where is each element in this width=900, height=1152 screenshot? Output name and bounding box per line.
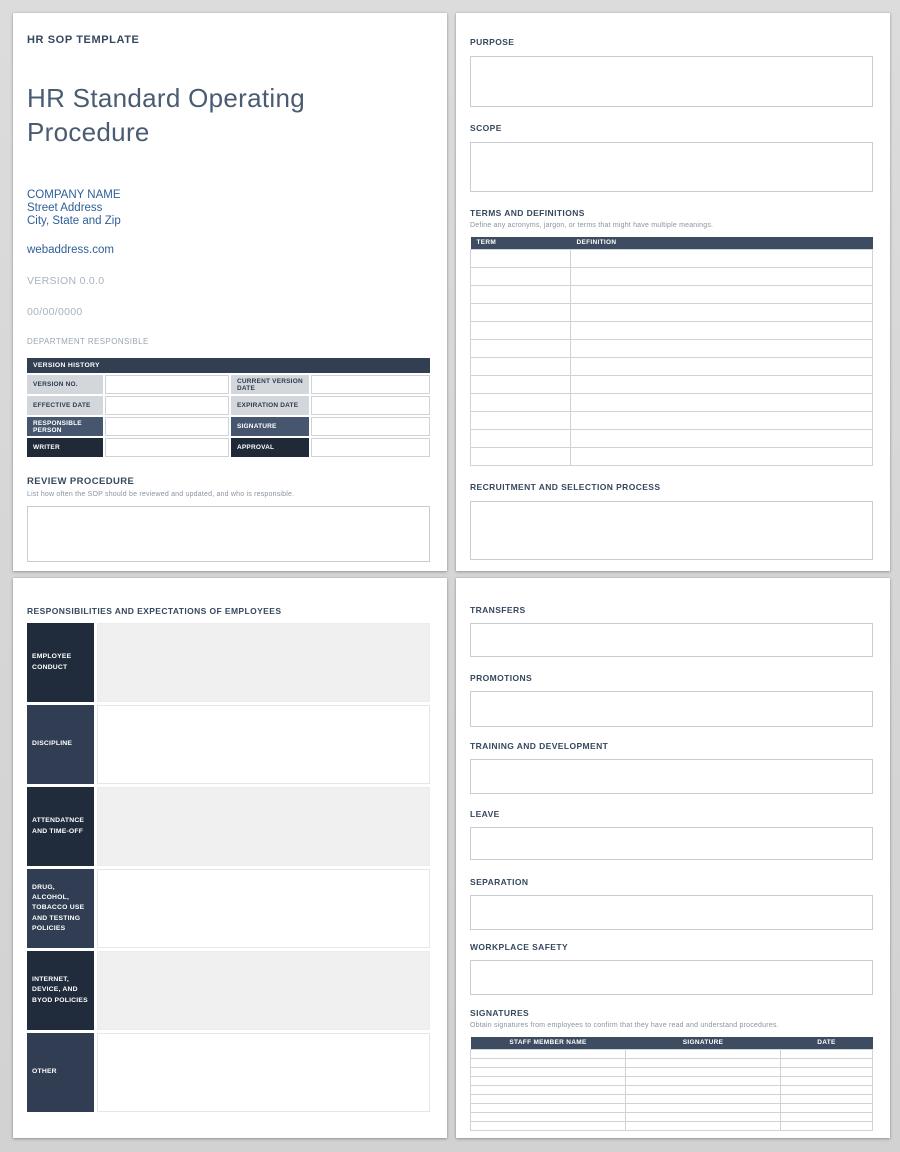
- empty-cell[interactable]: [471, 249, 571, 267]
- transfers-input-box[interactable]: [470, 623, 873, 657]
- training-input-box[interactable]: [470, 759, 873, 794]
- version-number: VERSION 0.0.0: [27, 275, 105, 288]
- page-title: HR Standard Operating Procedure: [27, 83, 306, 147]
- empty-cell[interactable]: [471, 411, 571, 429]
- signatures-table: [470, 1037, 873, 1131]
- signature-label: SIGNATURE: [231, 417, 309, 436]
- empty-cell[interactable]: [781, 1049, 873, 1058]
- table-row: [471, 1085, 873, 1094]
- separation-heading: SEPARATION: [470, 877, 529, 887]
- table-row: [471, 393, 873, 411]
- promotions-heading: PROMOTIONS: [470, 673, 533, 683]
- other-field[interactable]: [97, 1033, 430, 1112]
- discipline-field[interactable]: [97, 705, 430, 784]
- table-row: [471, 1112, 873, 1121]
- empty-cell[interactable]: [471, 429, 571, 447]
- company-block: [27, 189, 430, 229]
- empty-cell[interactable]: [781, 1085, 873, 1094]
- signatures-heading: SIGNATURES: [470, 1008, 530, 1018]
- empty-cell[interactable]: [781, 1067, 873, 1076]
- discipline-label: DISCIPLINE: [27, 705, 94, 784]
- terms-heading: TERMS AND DEFINITIONS: [470, 208, 585, 218]
- empty-cell[interactable]: [781, 1076, 873, 1085]
- recruitment-heading: RECRUITMENT AND SELECTION PROCESS: [470, 481, 661, 492]
- purpose-heading: PURPOSE: [470, 37, 515, 47]
- terms-table: [470, 237, 873, 466]
- effective-date-field[interactable]: [105, 396, 229, 415]
- empty-cell[interactable]: [571, 429, 873, 447]
- table-row: [471, 375, 873, 393]
- table-row: [471, 249, 873, 267]
- attendance-timeoff-field[interactable]: [97, 787, 430, 866]
- attendance-timeoff-label: ATTENDATNCE AND TIME-OFF: [27, 787, 94, 866]
- empty-cell[interactable]: [471, 267, 571, 285]
- empty-cell[interactable]: [571, 375, 873, 393]
- other-label: OTHER: [27, 1033, 94, 1112]
- empty-cell[interactable]: [471, 357, 571, 375]
- table-row: [471, 1049, 873, 1058]
- empty-cell[interactable]: [781, 1058, 873, 1067]
- version-history-table: [27, 358, 430, 457]
- promotions-input-box[interactable]: [470, 691, 873, 727]
- scope-input-box[interactable]: [470, 142, 873, 192]
- empty-cell[interactable]: [626, 1067, 781, 1076]
- signatures-table-body: [471, 1049, 873, 1130]
- leave-input-box[interactable]: [470, 827, 873, 860]
- empty-cell[interactable]: [626, 1058, 781, 1067]
- empty-cell[interactable]: [471, 1085, 626, 1094]
- empty-cell[interactable]: [626, 1121, 781, 1130]
- effective-date-label: EFFECTIVE DATE: [27, 396, 103, 415]
- doc-label: HR SOP TEMPLATE: [27, 34, 140, 46]
- version-history-header: VERSION HISTORY: [27, 358, 430, 373]
- separation-input-box[interactable]: [470, 895, 873, 930]
- leave-heading: LEAVE: [470, 809, 500, 819]
- version-date: 00/00/0000: [27, 306, 83, 319]
- table-row: [471, 303, 873, 321]
- workplace-safety-input-box[interactable]: [470, 960, 873, 995]
- employee-conduct-label: EMPLOYEE CONDUCT: [27, 623, 94, 702]
- empty-cell[interactable]: [471, 285, 571, 303]
- internet-byod-field[interactable]: [97, 951, 430, 1030]
- review-procedure-heading: REVIEW PROCEDURE: [27, 476, 135, 488]
- table-row: [471, 267, 873, 285]
- empty-cell[interactable]: [471, 1094, 626, 1103]
- empty-cell[interactable]: [471, 375, 571, 393]
- expiration-date-field[interactable]: [311, 396, 430, 415]
- table-row: [471, 321, 873, 339]
- empty-cell[interactable]: [471, 393, 571, 411]
- empty-cell[interactable]: [471, 1112, 626, 1121]
- company-name: COMPANY NAME: [27, 188, 121, 201]
- table-row: [471, 1058, 873, 1067]
- table-row: [471, 285, 873, 303]
- version-no-label: VERSION NO.: [27, 375, 103, 394]
- empty-cell[interactable]: [626, 1112, 781, 1121]
- page-1-cover: [13, 13, 447, 571]
- terms-caption: Define any acronyms, jargon, or terms that might have multiple meanings.: [470, 222, 714, 229]
- empty-cell[interactable]: [781, 1112, 873, 1121]
- city-state-zip: City, State and Zip: [27, 215, 121, 228]
- scope-heading: SCOPE: [470, 123, 502, 133]
- empty-cell[interactable]: [571, 249, 873, 267]
- table-row: [471, 1121, 873, 1130]
- empty-cell[interactable]: [471, 321, 571, 339]
- table-row: [471, 357, 873, 375]
- terms-header-row: [471, 237, 873, 249]
- current-version-date-field[interactable]: [311, 375, 430, 394]
- table-row: [471, 1094, 873, 1103]
- workplace-safety-heading: WORKPLACE SAFETY: [470, 942, 569, 952]
- table-row: [471, 339, 873, 357]
- page-3: [13, 578, 447, 1138]
- department-responsible: DEPARTMENT RESPONSIBLE: [27, 337, 149, 347]
- responsibilities-table: [27, 623, 430, 1112]
- table-row: [471, 447, 873, 465]
- empty-cell[interactable]: [781, 1094, 873, 1103]
- drug-alcohol-field[interactable]: [97, 869, 430, 948]
- version-no-field[interactable]: [105, 375, 229, 394]
- signature-column-header: SIGNATURE: [626, 1037, 781, 1049]
- empty-cell[interactable]: [471, 1076, 626, 1085]
- empty-cell[interactable]: [571, 339, 873, 357]
- responsibilities-heading: RESPONSIBILITIES AND EXPECTATIONS OF EMPLOYEES: [27, 606, 282, 616]
- responsible-person-label: RESPONSIBLE PERSON: [27, 417, 103, 436]
- empty-cell[interactable]: [471, 1103, 626, 1112]
- empty-cell[interactable]: [471, 1049, 626, 1058]
- empty-cell[interactable]: [626, 1076, 781, 1085]
- employee-conduct-field[interactable]: [97, 623, 430, 702]
- review-procedure-input-box[interactable]: [27, 506, 430, 562]
- review-procedure-caption: List how often the SOP should be reviewed and updated, and who is responsible.: [27, 491, 295, 499]
- empty-cell[interactable]: [571, 411, 873, 429]
- definition-column-header: DEFINITION: [571, 237, 873, 249]
- approval-label: APPROVAL: [231, 438, 309, 457]
- empty-cell[interactable]: [781, 1121, 873, 1130]
- expiration-date-label: EXPIRATION DATE: [231, 396, 309, 415]
- empty-cell[interactable]: [626, 1085, 781, 1094]
- transfers-heading: TRANSFERS: [470, 605, 526, 615]
- terms-table-body: [471, 249, 873, 465]
- page-2: [456, 13, 890, 571]
- table-row: [471, 1103, 873, 1112]
- empty-cell[interactable]: [571, 267, 873, 285]
- empty-cell[interactable]: [471, 1058, 626, 1067]
- empty-cell[interactable]: [571, 393, 873, 411]
- empty-cell[interactable]: [571, 321, 873, 339]
- empty-cell[interactable]: [781, 1103, 873, 1112]
- signatures-header-row: [471, 1037, 873, 1049]
- table-row: [471, 411, 873, 429]
- table-row: [471, 1076, 873, 1085]
- purpose-input-box[interactable]: [470, 56, 873, 107]
- empty-cell[interactable]: [471, 1121, 626, 1130]
- empty-cell[interactable]: [571, 285, 873, 303]
- responsible-person-field[interactable]: [105, 417, 229, 436]
- empty-cell[interactable]: [571, 357, 873, 375]
- empty-cell[interactable]: [471, 303, 571, 321]
- training-heading: TRAINING AND DEVELOPMENT: [470, 741, 609, 751]
- table-row: [471, 1067, 873, 1076]
- recruitment-input-box[interactable]: [470, 501, 873, 560]
- staff-member-name-header: STAFF MEMBER NAME: [471, 1037, 626, 1049]
- page-4: [456, 578, 890, 1138]
- table-row: [471, 429, 873, 447]
- current-version-date-label: CURRENT VERSION DATE: [231, 375, 309, 394]
- empty-cell[interactable]: [471, 447, 571, 465]
- date-column-header: DATE: [781, 1037, 873, 1049]
- approval-field[interactable]: [311, 438, 430, 457]
- empty-cell[interactable]: [571, 303, 873, 321]
- term-column-header: TERM: [471, 237, 571, 249]
- internet-byod-label: INTERNET, DEVICE, AND BYOD POLICIES: [27, 951, 94, 1030]
- empty-cell[interactable]: [471, 1067, 626, 1076]
- empty-cell[interactable]: [571, 447, 873, 465]
- street-address: Street Address: [27, 201, 103, 214]
- writer-label: WRITER: [27, 438, 103, 457]
- signature-field[interactable]: [311, 417, 430, 436]
- writer-field[interactable]: [105, 438, 229, 457]
- empty-cell[interactable]: [626, 1049, 781, 1058]
- signatures-caption: Obtain signatures from employees to confirm that they have read and understand procedures.: [470, 1022, 779, 1029]
- drug-alcohol-label: DRUG, ALCOHOL, TOBACCO USE AND TESTING POLICIES: [27, 869, 94, 948]
- web-address: webaddress.com: [27, 244, 114, 257]
- empty-cell[interactable]: [626, 1094, 781, 1103]
- empty-cell[interactable]: [471, 339, 571, 357]
- empty-cell[interactable]: [626, 1103, 781, 1112]
